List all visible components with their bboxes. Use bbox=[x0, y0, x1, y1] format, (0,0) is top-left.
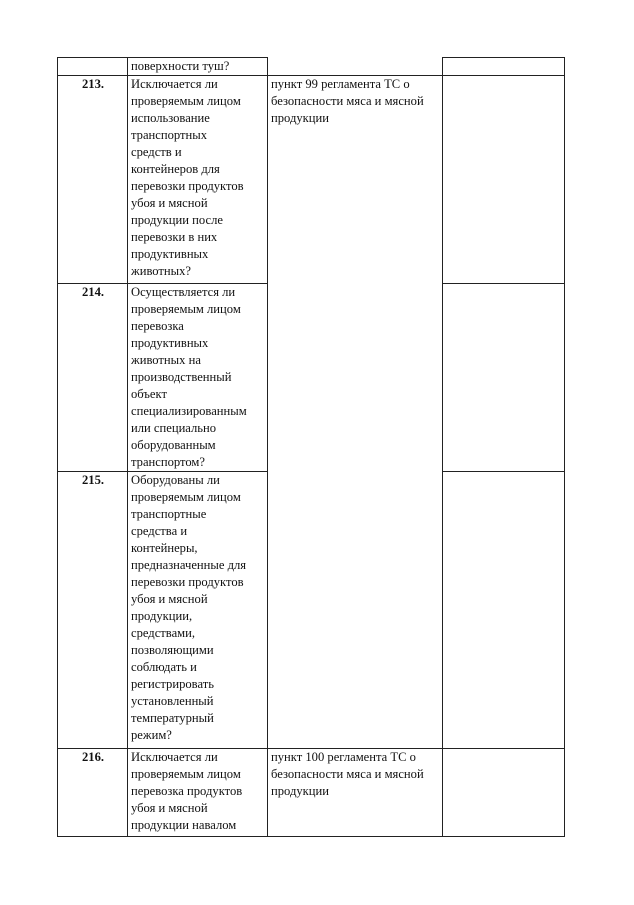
item-number-cell: 214. bbox=[58, 284, 128, 472]
reference-text-line: безопасности мяса и мясной bbox=[271, 94, 424, 108]
question-text-line: транспортом? bbox=[131, 455, 205, 469]
question-text-line: проверяемым лицом bbox=[131, 490, 241, 504]
question-text-line: производственный bbox=[131, 370, 232, 384]
question-text-line: средствами, bbox=[131, 626, 196, 640]
question-text-line: контейнеров для bbox=[131, 162, 220, 176]
question-text-line: соблюдать и bbox=[131, 660, 197, 674]
question-cell bbox=[128, 58, 268, 76]
question-text-line: транспортные bbox=[131, 507, 207, 521]
question-text-line: поверхности туш? bbox=[131, 59, 230, 73]
question-text-line: специализированным bbox=[131, 404, 247, 418]
question-text-line: средств и bbox=[131, 145, 182, 159]
question-text-line: продуктивных bbox=[131, 336, 209, 350]
question-text-line: предназначенные для bbox=[131, 558, 247, 572]
question-text-line: перевозка продуктов bbox=[131, 784, 243, 798]
answer-cell bbox=[443, 76, 565, 284]
question-text-line: животных на bbox=[131, 353, 201, 367]
question-text-line: или специально bbox=[131, 421, 217, 435]
reference-cell bbox=[268, 76, 443, 749]
question-text-line: перевозка bbox=[131, 319, 184, 333]
question-text-line: установленный bbox=[131, 694, 214, 708]
question-text-line: перевозки продуктов bbox=[131, 179, 244, 193]
gap-cell bbox=[268, 58, 443, 76]
question-text-line: объект bbox=[131, 387, 167, 401]
question-text-line: животных? bbox=[131, 264, 192, 278]
question-text-line: убоя и мясной bbox=[131, 801, 208, 815]
item-number-cell bbox=[58, 58, 128, 76]
item-number-cell: 213. bbox=[58, 76, 128, 284]
question-text-line: Осуществляется ли bbox=[131, 285, 236, 299]
question-text-line: продуктивных bbox=[131, 247, 209, 261]
question-text-line: убоя и мясной bbox=[131, 592, 208, 606]
question-cell bbox=[128, 76, 268, 284]
question-text-line: регистрировать bbox=[131, 677, 214, 691]
question-text-line: Исключается ли bbox=[131, 77, 218, 91]
reference-text-line: безопасности мяса и мясной bbox=[271, 767, 424, 781]
question-text-line: Исключается ли bbox=[131, 750, 218, 764]
question-text-line: продукции, bbox=[131, 609, 193, 623]
question-text-line: перевозки в них bbox=[131, 230, 218, 244]
question-text-line: средства и bbox=[131, 524, 188, 538]
reference-text-line: продукции bbox=[271, 111, 330, 125]
question-text-line: Оборудованы ли bbox=[131, 473, 220, 487]
item-number-cell: 216. bbox=[58, 749, 128, 837]
reference-text-line: пункт 100 регламента ТС о bbox=[271, 750, 416, 764]
answer-cell bbox=[443, 749, 565, 837]
question-text-line: перевозки продуктов bbox=[131, 575, 244, 589]
question-text-line: проверяемым лицом bbox=[131, 302, 241, 316]
regulation-table bbox=[57, 57, 565, 837]
question-text-line: проверяемым лицом bbox=[131, 94, 241, 108]
table-row-216 bbox=[58, 749, 565, 837]
answer-cell bbox=[443, 58, 565, 76]
table-row-continuation bbox=[58, 58, 565, 76]
question-cell bbox=[128, 749, 268, 837]
question-text-line: оборудованным bbox=[131, 438, 216, 452]
reference-text-line: пункт 99 регламента ТС о bbox=[271, 77, 410, 91]
question-text-line: позволяющими bbox=[131, 643, 214, 657]
question-text-line: использование bbox=[131, 111, 210, 125]
question-cell bbox=[128, 284, 268, 472]
question-text-line: режим? bbox=[131, 728, 172, 742]
reference-text-line: продукции bbox=[271, 784, 330, 798]
question-text-line: продукции после bbox=[131, 213, 223, 227]
question-cell bbox=[128, 472, 268, 749]
reference-cell bbox=[268, 749, 443, 837]
question-text-line: температурный bbox=[131, 711, 214, 725]
question-text-line: убоя и мясной bbox=[131, 196, 208, 210]
question-text-line: транспортных bbox=[131, 128, 208, 142]
item-number-cell: 215. bbox=[58, 472, 128, 749]
answer-cell bbox=[443, 284, 565, 472]
question-text-line: проверяемым лицом bbox=[131, 767, 241, 781]
answer-cell bbox=[443, 472, 565, 749]
question-text-line: продукции навалом bbox=[131, 818, 237, 832]
question-text-line: контейнеры, bbox=[131, 541, 198, 555]
table-row-213 bbox=[58, 76, 565, 284]
